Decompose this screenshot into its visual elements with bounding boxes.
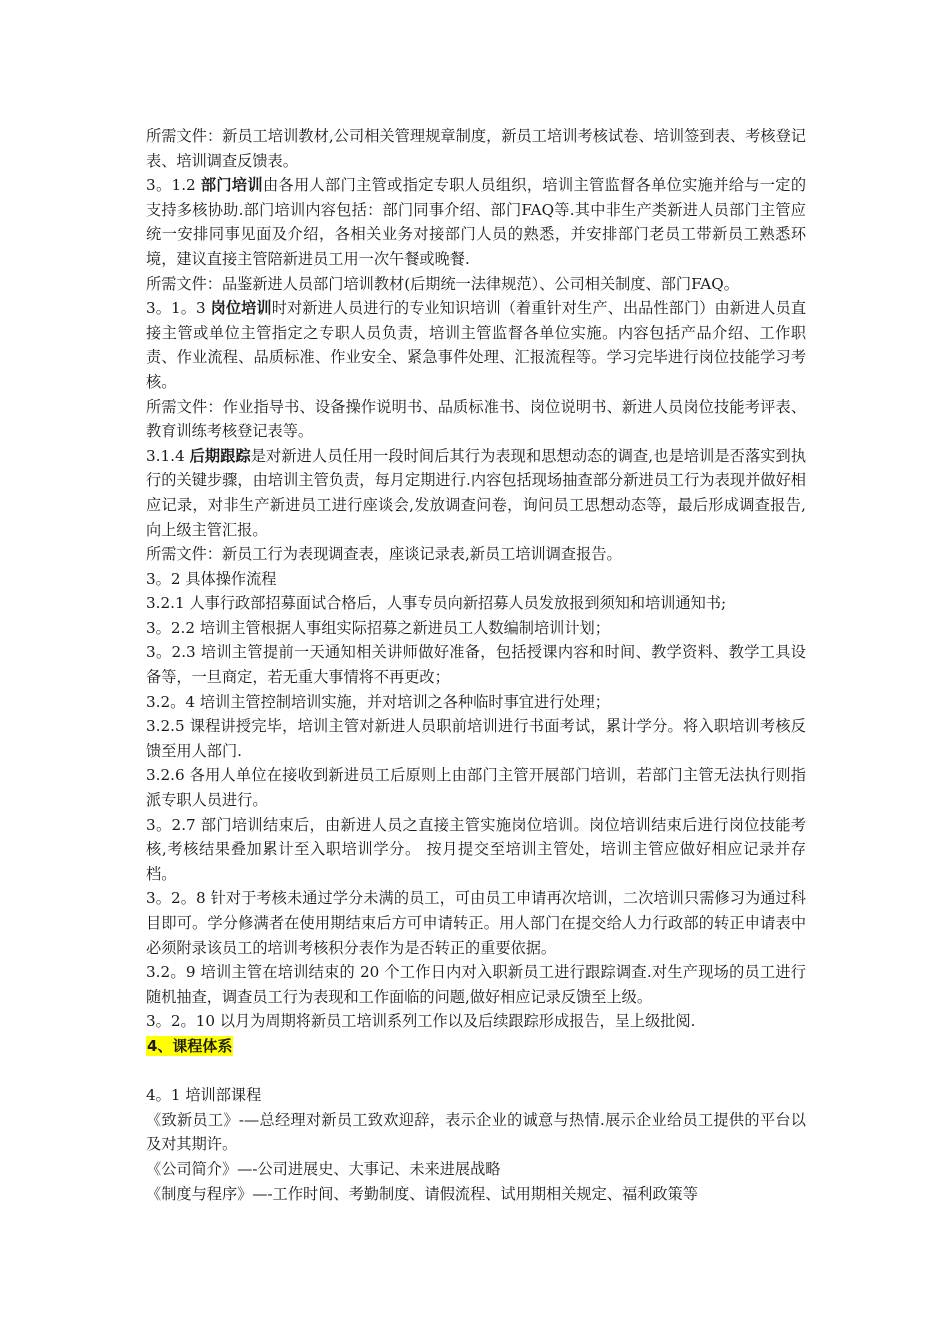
para-text: 《制度与程序》—-工作时间、考勤制度、请假流程、试用期相关规定、福利政策等 xyxy=(146,1184,698,1203)
paragraph-4-1 xyxy=(146,1083,806,1108)
paragraph-required-files-1 xyxy=(146,124,806,173)
para-bold-term: 部门培训 xyxy=(200,176,263,195)
paragraph-3-2-5 xyxy=(146,714,806,763)
para-text: 3。2.2 培训主管根据人事组实际招募之新进员工人数编制培训计划； xyxy=(146,618,610,637)
section-heading-row xyxy=(146,1034,806,1059)
paragraph-required-files-3 xyxy=(146,395,806,444)
paragraph-required-files-4 xyxy=(146,542,806,567)
paragraph-course-rules xyxy=(146,1182,806,1207)
paragraph-3-2-10 xyxy=(146,1009,806,1034)
paragraph-3-2-9 xyxy=(146,960,806,1009)
para-text: 所需文件：新员工行为表现调查表，座谈记录表,新员工培训调查报告。 xyxy=(146,545,622,564)
para-number: 3。1.2 xyxy=(146,176,201,195)
para-text: 3。2 具体操作流程 xyxy=(146,569,277,588)
para-text: 3。2.7 部门培训结束后，由新进人员之直接主管实施岗位培训。岗位培训结束后进行岗位技能考核,考核结果叠加累计至入职培训学分。 按月提交至培训主管处，培训主管应做好相应记录并存档。 xyxy=(146,815,806,883)
para-text: 所需文件：新员工培训教材,公司相关管理规章制度，新员工培训考核试卷、培训签到表、考核登记表、培训调查反馈表。 xyxy=(146,127,806,170)
para-text: 4。1 培训部课程 xyxy=(146,1086,262,1105)
document-page xyxy=(146,124,806,1206)
paragraph-post-training xyxy=(146,296,806,394)
para-text: 由各用人部门主管或指定专职人员组织，培训主管监督各单位实施并给与一定的支持多核协助.部门培训内容包括：部门同事介绍、部门FAQ等.其中非生产类新进人员部门主管应统一安排同事见面及介绍，各相关业务对接部门人员的熟悉，并安排部门老员工带新员工熟悉环境，建议直接主管陪新进员工用一次午餐或晚餐. xyxy=(146,176,807,268)
para-text: 《致新员工》-—总经理对新员工致欢迎辞，表示企业的诚意与热情.展示企业给员工提供的平台以及对其期许。 xyxy=(146,1110,806,1154)
para-bold-term: 后期跟踪 xyxy=(189,446,251,465)
paragraph-3-2-4 xyxy=(146,690,806,715)
paragraph-follow-up xyxy=(146,444,806,542)
paragraph-3-2-6 xyxy=(146,763,806,812)
para-bold-term: 岗位培训 xyxy=(210,299,272,318)
para-text: 3。2.3 培训主管提前一天通知相关讲师做好准备，包括授课内容和时间、教学资料、教学工具设备等，一旦商定，若无重大事情将不再更改； xyxy=(146,643,806,687)
para-text: 所需文件：作业指导书、设备操作说明书、品质标准书、岗位说明书、新进人员岗位技能考评表、教育训练考核登记表等。 xyxy=(146,397,806,441)
section-heading: 4、课程体系 xyxy=(147,1036,233,1055)
para-text: 3.2.1 人事行政部招募面试合格后，人事专员向新招募人员发放报到须知和培训通知书; xyxy=(146,594,727,613)
paragraph-3-2-2 xyxy=(146,616,806,641)
para-number: 3.1.4 xyxy=(146,446,190,465)
para-text: 3.2。9 培训主管在培训结束的 20 个工作日内对入职新员工进行跟踪调查.对生产现场的员工进行随机抽查，调查员工行为表现和工作面临的问题,做好相应记录反馈至上级。 xyxy=(146,963,806,1006)
paragraph-course-welcome xyxy=(146,1108,806,1157)
paragraph-dept-training xyxy=(146,173,806,271)
para-text: 3.2.6 各用人单位在接收到新进员工后原则上由部门主管开展部门培训，若部门主管无法执行则指派专职人员进行。 xyxy=(146,766,806,810)
para-text: 3.2.5 课程讲授完毕，培训主管对新进人员职前培训进行书面考试，累计学分。将入职培训考核反馈至用人部门. xyxy=(146,717,806,760)
paragraph-3-2-8 xyxy=(146,886,806,960)
para-number: 3。1。3 xyxy=(146,299,211,318)
paragraph-required-files-2 xyxy=(146,272,806,297)
paragraph-course-company-intro xyxy=(146,1157,806,1182)
para-text: 《公司简介》—-公司进展史、大事记、未来进展战略 xyxy=(146,1159,501,1178)
para-text: 3.2。4 培训主管控制培训实施，并对培训之各种临时事宜进行处理； xyxy=(146,692,610,711)
para-text: 所需文件：品鉴新进人员部门培训教材(后期统一法律规范）、公司相关制度、部门FAQ。 xyxy=(146,274,739,293)
para-text: 时对新进人员进行的专业知识培训（着重针对生产、出品性部门）由新进人员直接主管或单位主管指定之专职人员负责，培训主管监督各单位实施。内容包括产品介绍、工作职责、作业流程、品质标准、作业安全、紧急事件处理、汇报流程等。学习完毕进行岗位技能学习考核。 xyxy=(146,299,807,391)
paragraph-3-2-1 xyxy=(146,591,806,616)
paragraph-3-2-7 xyxy=(146,813,806,887)
para-text: 3。2。8 针对于考核未通过学分未满的员工，可由员工申请再次培训，二次培训只需修习为通过科目即可。学分修满者在使用期结束后方可申请转正。用人部门在提交给人力行政部的转正申请表中必须附录该员工的培训考核积分表作为是否转正的重要依据。 xyxy=(146,889,806,957)
para-text: 是对新进人员任用一段时间后其行为表现和思想动态的调查,也是培训是否落实到执行的关键步骤，由培训主管负责，每月定期进行.内容包括现场抽查部分新进员工行为表现并做好相应记录，对非生产新进员工进行座谈会,发放调查问卷，询问员工思想动态等，最后形成调查报告,向上级主管汇报。 xyxy=(146,446,807,539)
blank-line xyxy=(146,1059,806,1084)
paragraph-3-2 xyxy=(146,567,806,592)
para-text: 3。2。10 以月为周期将新员工培训系列工作以及后续跟踪形成报告，呈上级批阅. xyxy=(146,1012,696,1031)
paragraph-3-2-3 xyxy=(146,640,806,689)
